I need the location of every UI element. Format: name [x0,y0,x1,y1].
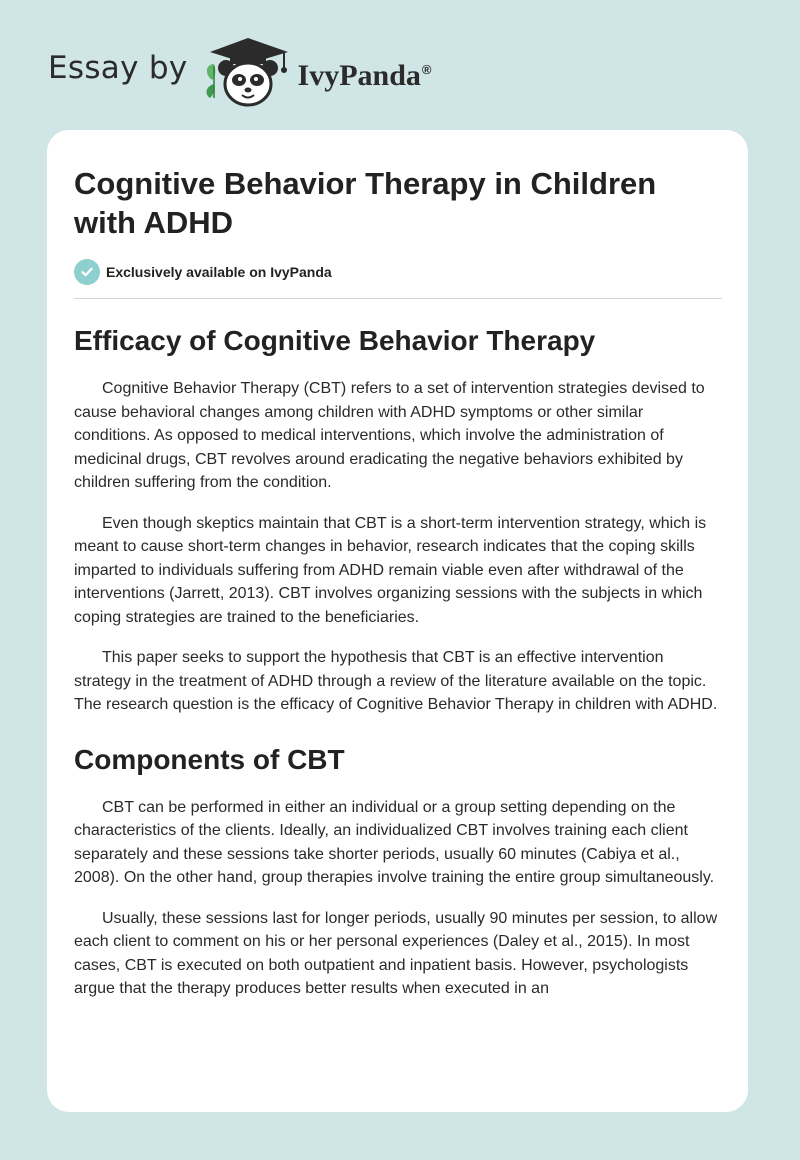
section-heading-components: Components of CBT [74,743,345,775]
essay-card [47,130,748,1112]
essay-title: Cognitive Behavior Therapy in Children with ADHD [74,166,657,240]
brand-header [48,34,431,110]
paragraph: Usually, these sessions last for longer periods, usually 90 minutes per session, to allow each client to comment on his or her personal experiences (Daley et al., 2015). In most cases, CBT is executed on both outpatient and inpatient basis. However, psychologists argue that the therapy produces better results when executed in an [74,909,718,997]
section-heading-efficacy: Efficacy of Cognitive Behavior Therapy [74,325,596,356]
divider [74,298,722,299]
brand-prefix: Essay by [48,50,188,86]
exclusive-badge [74,258,722,286]
paragraph: CBT can be performed in either an individual or a group setting depending on the characteristics of the clients. Ideally, an individualized CBT involves training each client separately and these sessions take shorter periods, usually 60 minutes (Cabiya et al., 2008). On the other hand, group therapies involve training the entire group simultaneously. [74,798,715,886]
registered-mark: ® [421,62,432,77]
panda-graduate-icon [202,34,294,110]
check-circle-icon [74,259,100,285]
brand-name: IvyPanda® [297,59,432,92]
paragraph: Cognitive Behavior Therapy (CBT) refers to a set of intervention strategies devised to cause behavioral changes among children with ADHD symptoms or other similar conditions. As opposed to medical interventions, which involve the administration of medicinal drugs, CBT revolves around eradicating the negative behaviors exhibited by children suffering from the condition. [74,380,705,491]
badge-text: Exclusively available on IvyPanda [106,264,332,280]
paragraph: Even though skeptics maintain that CBT is a short-term intervention strategy, which is meant to cause short-term changes in behavior, research indicates that the coping skills imparted to individuals suffering from ADHD remain viable even after withdrawal of the interventions (Jarrett, 2013). CBT involves organizing sessions with the subjects in which coping strategies are trained to the beneficiaries. [74,514,707,626]
paragraph: This paper seeks to support the hypothesis that CBT is an effective intervention strategy in the treatment of ADHD through a review of the literature available on the topic. The research question is the efficacy of Cognitive Behavior Therapy in children with ADHD. [74,649,718,713]
